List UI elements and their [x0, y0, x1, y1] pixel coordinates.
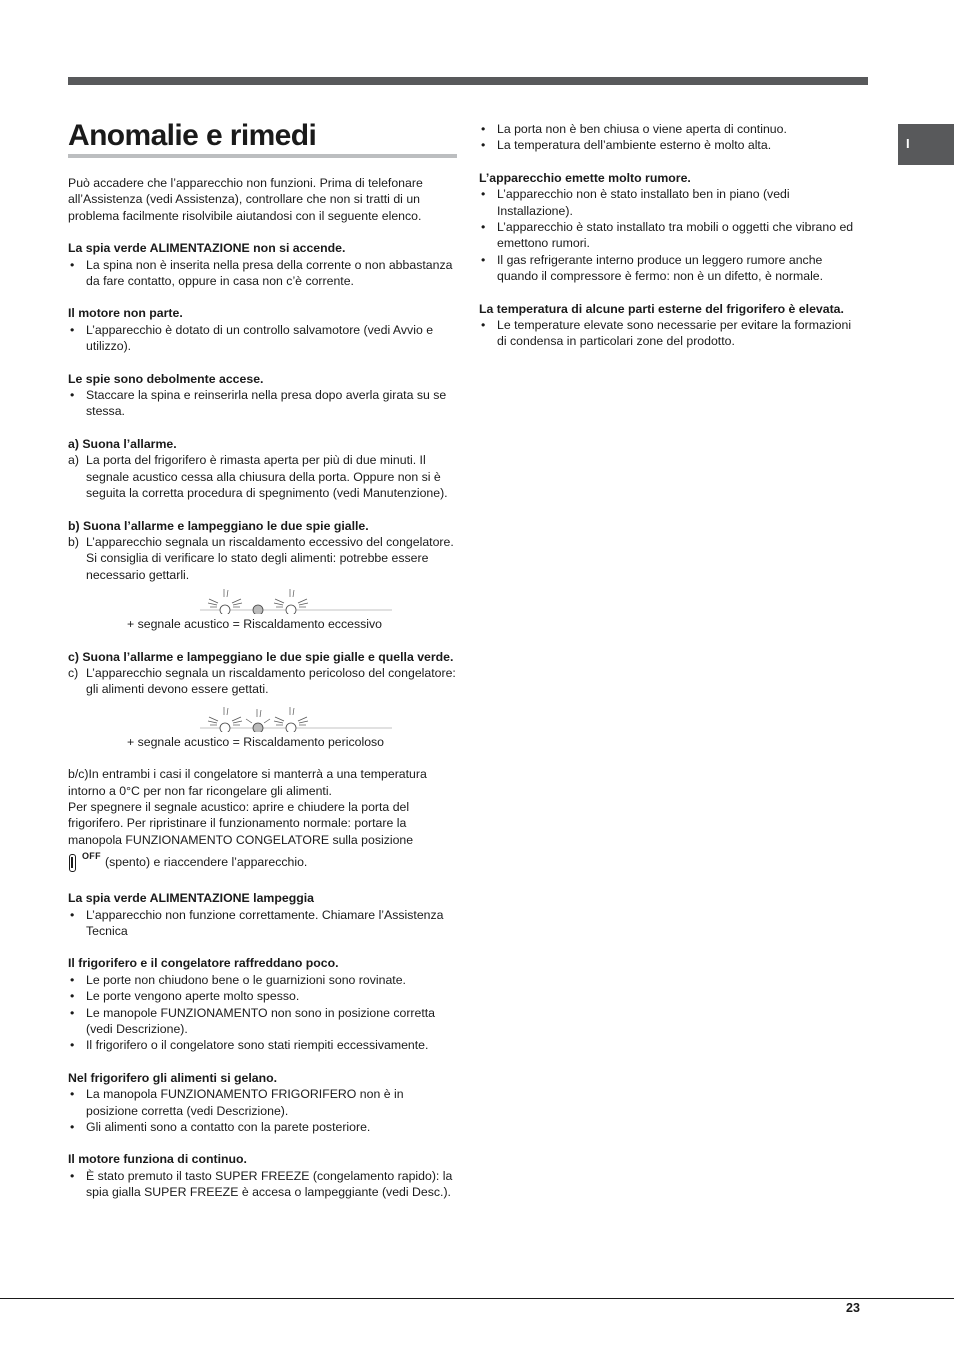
list-item: • La spina non è inserita nella presa della corrente o non abbastanza da fare contatto, oppure in casa non c’è corrente. [70, 257, 453, 289]
section-heading: b) Suona l’allarme e lampeggiano le due spie gialle. [68, 518, 369, 533]
section-heading: La spia verde ALIMENTAZIONE lampeggia [68, 891, 314, 906]
list-item: • Staccare la spina e reinserirla nella presa dopo averla girata su se stessa. [70, 388, 447, 419]
bullet-icon: • [70, 1038, 75, 1053]
list-item: b) L’apparecchio segnala un riscaldamento eccessivo del congelatore. Si consiglia di verificare lo stato degli alimenti: potrebbe essere necessario gettarli. [68, 534, 454, 582]
bullet-list [68, 322, 457, 355]
section-heading: Il motore funziona di continuo. [68, 1152, 247, 1167]
knob-icon [69, 854, 76, 872]
left-column [68, 175, 457, 1217]
bullet-list [479, 186, 857, 284]
bullet-icon: • [70, 972, 75, 987]
bullet-icon: • [70, 1005, 75, 1020]
lettered-item [68, 452, 457, 501]
list-item: • L’apparecchio è stato installato tra mobili o oggetti che vibrano ed emettono rumori. [481, 220, 854, 251]
bullet-icon: • [70, 907, 75, 922]
list-item: • La temperatura dell’ambiente esterno è molto alta. [481, 138, 772, 153]
list-item: • L’apparecchio non funzione correttamente. Chiamare l’Assistenza Tecnica [70, 907, 444, 938]
bullet-list [479, 317, 857, 350]
bullet-icon: • [481, 122, 486, 136]
right-column [479, 121, 857, 366]
bullet-icon: • [481, 138, 486, 153]
bullet-icon: • [70, 322, 75, 337]
note-paragraph: Per spegnere il segnale acustico: aprire e chiudere la porta del frigorifero. Per ripristinare il funzionamento normale: portare la manopola FUNZIONAMENTO CONGELATORE sulla posizione [68, 799, 414, 847]
bullet-list [68, 387, 457, 420]
bullet-list [68, 972, 457, 1054]
indicator-lights-figure [68, 588, 457, 614]
list-item: • La manopola FUNZIONAMENTO FRIGORIFERO non è in posizione corretta (vedi Descrizione). [70, 1087, 404, 1118]
bullet-list [68, 1168, 457, 1201]
list-item: • Gli alimenti sono a contatto con la parete posteriore. [70, 1120, 371, 1135]
bullet-icon: • [481, 252, 486, 267]
bullet-icon: • [70, 1168, 75, 1183]
indicator-lights-figure [68, 706, 457, 732]
intro-paragraph: Può accadere che l’apparecchio non funzioni. Prima di telefonare all’Assistenza (vedi Assistenza), controllare che non si tratti di un problema facilmente risolvibile aiutandosi con il seguente elenco. [68, 176, 423, 223]
bullet-icon: • [70, 1120, 75, 1135]
list-item: • L’apparecchio è dotato di un controllo salvamotore (vedi Avvio e utilizzo). [70, 322, 434, 354]
list-item: • La porta non è ben chiusa o viene aperta di continuo. [481, 122, 787, 136]
page-title: Anomalie e rimedi [68, 119, 317, 152]
bullet-list [479, 121, 857, 154]
footer-rule [0, 1298, 954, 1299]
bullet-icon: • [70, 388, 75, 403]
list-item: • Il frigorifero o il congelatore sono stati riempiti eccessivamente. [70, 1038, 429, 1053]
list-item: • Le manopole FUNZIONAMENTO non sono in posizione corretta (vedi Descrizione). [70, 1005, 436, 1037]
list-item: • Le porte non chiudono bene o le guarnizioni sono rovinate. [70, 972, 406, 987]
two-yellow-lights-blinking-icon [200, 588, 392, 614]
figure-caption: + segnale acustico = Riscaldamento eccessivo [127, 617, 382, 632]
item-letter: c) [68, 665, 79, 680]
title-underline [68, 154, 457, 158]
off-label: OFF [82, 851, 101, 862]
page-number: 23 [846, 1301, 860, 1315]
figure-caption: + segnale acustico = Riscaldamento pericoloso [127, 734, 385, 749]
list-item: • L’apparecchio non è stato installato ben in piano (vedi Installazione). [481, 187, 790, 218]
section-heading: Il frigorifero e il congelatore raffreddano poco. [68, 956, 339, 971]
section-heading: a) Suona l’allarme. [68, 436, 177, 451]
language-tab: I [898, 124, 954, 165]
bullet-icon: • [481, 187, 486, 202]
note-paragraph: b/c)In entrambi i casi il congelatore si manterrà a una temperatura intorno a 0°C per non far ricongelare gli alimenti. [68, 767, 427, 798]
section-heading: Le spie sono debolmente accese. [68, 371, 264, 386]
list-item: • Le porte vengono aperte molto spesso. [70, 989, 300, 1004]
item-letter: b) [68, 534, 79, 549]
bullet-icon: • [481, 318, 486, 333]
item-letter: a) [68, 453, 79, 468]
section-heading: Nel frigorifero gli alimenti si gelano. [68, 1070, 278, 1085]
bullet-list [68, 1086, 457, 1135]
bullet-icon: • [481, 220, 486, 235]
bullet-icon: • [70, 989, 75, 1004]
list-item: • Le temperature elevate sono necessarie per evitare la formazioni di condensa in particolari zone del prodotto. [481, 318, 852, 349]
bullet-list [68, 257, 457, 290]
section-heading: La temperatura di alcune parti esterne del frigorifero è elevata. [479, 301, 844, 316]
section-heading: L’apparecchio emette molto rumore. [479, 170, 691, 185]
bullet-icon: • [70, 257, 75, 272]
header-bar [68, 77, 868, 85]
list-item: • Il gas refrigerante interno produce un leggero rumore anche quando il compressore è fermo: non è un difetto, è normale. [481, 252, 824, 284]
list-item: c) L’apparecchio segnala un riscaldamento pericoloso del congelatore: gli alimenti devono essere gettati. [68, 665, 456, 697]
section-heading: c) Suona l’allarme e lampeggiano le due spie gialle e quella verde. [68, 649, 454, 664]
list-item: • È stato premuto il tasto SUPER FREEZE (congelamento rapido): la spia gialla SUPER FREEZE è accesa o lampeggiante (vedi Desc.). [70, 1168, 453, 1200]
bullet-icon: • [70, 1087, 75, 1102]
list-item: a) La porta del frigorifero è rimasta aperta per più di due minuti. Il segnale acustico cessa alla chiusura della porta. Oppure non si è seguita la corretta procedura di spegnimento (vedi Manutenzione). [68, 453, 448, 501]
off-instruction: OFF (spento) e riaccendere l’apparecchio. [68, 852, 457, 874]
section-heading: La spia verde ALIMENTAZIONE non si accende. [68, 241, 346, 256]
section-heading: Il motore non parte. [68, 306, 183, 321]
off-knob-icon [68, 852, 108, 874]
bullet-list [68, 907, 457, 940]
three-lights-blinking-icon [200, 706, 392, 732]
